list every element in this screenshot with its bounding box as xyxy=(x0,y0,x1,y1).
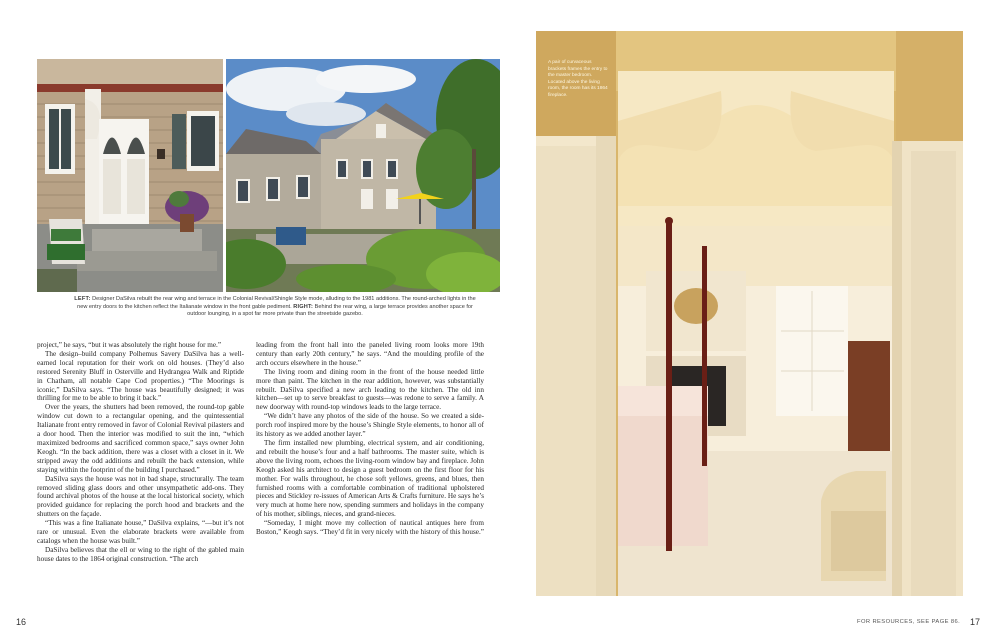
bedroom-caption: A pair of curvaceous brackets frames the entry to the master bedroom. Located above the living room, the room has its 1864 fireplace. xyxy=(548,60,608,98)
caption-left-text: Designer DaSilva rebuilt the rear wing and terrace in the Colonial Revival/Shingle Style mode, alluding to the 1981 additions. The round-arched lights in the new entry doors to the kitchen reflect the Italianate window in the front gable pediment. xyxy=(77,296,476,310)
paragraph: The living room and dining room in the front of the house needed little more than paint. The kitchen in the rear addition, however, was substantially rebuilt. DaSilva specified a new arch leading to the kitchen. The old inn kitchen—set up to serve breakfast to guests—was redone to serve a family. A new doorway with round-top windows leads to the large terrace. xyxy=(256,367,484,412)
paragraph: project,” he says, “but it was absolutely the right house for me.” xyxy=(37,341,222,349)
master-bedroom-photo xyxy=(536,31,963,596)
paragraph: “This was a fine Italianate house,” DaSilva explains, “—but it’s not rare or unusual. Even the elaborate brackets were available from catalogs when the house was built.” xyxy=(37,519,244,545)
caption-right-text: Behind the rear wing, a large terrace provides another space for outdoor lounging, in a spot far more private than the streetside gazebo. xyxy=(187,303,473,318)
paragraph: The firm installed new plumbing, electrical system, and air conditioning, and rebuilt the house’s four and a half bathrooms. The master suite, which is above the living room, echoes the living-room window bay and fireplace. John Keogh asked his architect to design a guest bedroom on the first floor for his mother. For walls throughout, he chose soft yellows, greens, and blues, then furnished rooms with a comfortable combination of traditional upholstered pieces and Stickley re-issues of American Arts & Crafts furniture. He says he’s very much at home here now, spending summers and holidays in the company of his mother, siblings, nieces, and grand-nieces. xyxy=(256,438,484,519)
paragraph: DaSilva believes that the ell or wing to the right of the gabled main house dates to the 1864 original construction. “The arch xyxy=(37,545,244,563)
photo-caption xyxy=(70,296,480,319)
porch-entry-photo xyxy=(37,59,223,292)
caption-left-label: LEFT: xyxy=(74,296,91,302)
paragraph: leading from the front hall into the paneled living room looks more 19th century than early 20th century,” he says. “And the moulding profile of the arch occurs elsewhere in the house.” xyxy=(256,341,484,367)
page-number-right: 17 xyxy=(970,617,981,627)
resources-note: FOR RESOURCES, SEE PAGE 86. xyxy=(857,619,961,625)
caption-right-label: RIGHT: xyxy=(293,303,314,310)
paragraph: The design–build company Polhemus Savery DaSilva has a well-earned local reputation for their work on old houses. (They’d also restored Serenity Bluff in Osterville and Hydrangea Walk and Riptide in Chatham, all notable Cape Cod properties.) “The Moorings is iconic,” DaSilva says. “The house was beautifully designed; it was thrilling for me to be able to bring it back.” xyxy=(37,349,244,403)
paragraph: “Someday, I might move my collection of nautical antiques here from Boston,” Keogh says. “They’d fit in very nicely with the history of this house.” xyxy=(256,519,484,537)
paragraph: Over the years, the shutters had been removed, the round-top gable window cut down to a rectangular opening, and the quintessential Italianate front entry removed in favor of Colonial Revival pilasters and a door hood. Then the interior was modified to suit the inn, “which maximized bedrooms and sacrificed common space,” says owner John Keogh. “In the back addition, there was a closet with a closet in it. We stripped away the odd additions and rebuilt the back extension, while staying within the footprint of the building I purchased.” xyxy=(37,403,244,474)
paragraph: “We didn’t have any photos of the side of the house. So we created a side-porch roof inspired more by the house’s Shingle Style elements, to honor all of its history as we added another layer.” xyxy=(256,412,484,439)
article-column-right xyxy=(256,341,484,537)
article-column-left xyxy=(37,341,244,564)
house-terrace-photo xyxy=(226,59,500,292)
page-number-left: 16 xyxy=(16,617,27,627)
paragraph: DaSilva says the house was not in bad shape, structurally. The team removed sliding glass doors and other unsympathetic add-ons. They found archival photos of the house at the local historical society, which provided guidance for replacing the porch hood and brackets and the shutters on the façade. xyxy=(37,474,244,519)
